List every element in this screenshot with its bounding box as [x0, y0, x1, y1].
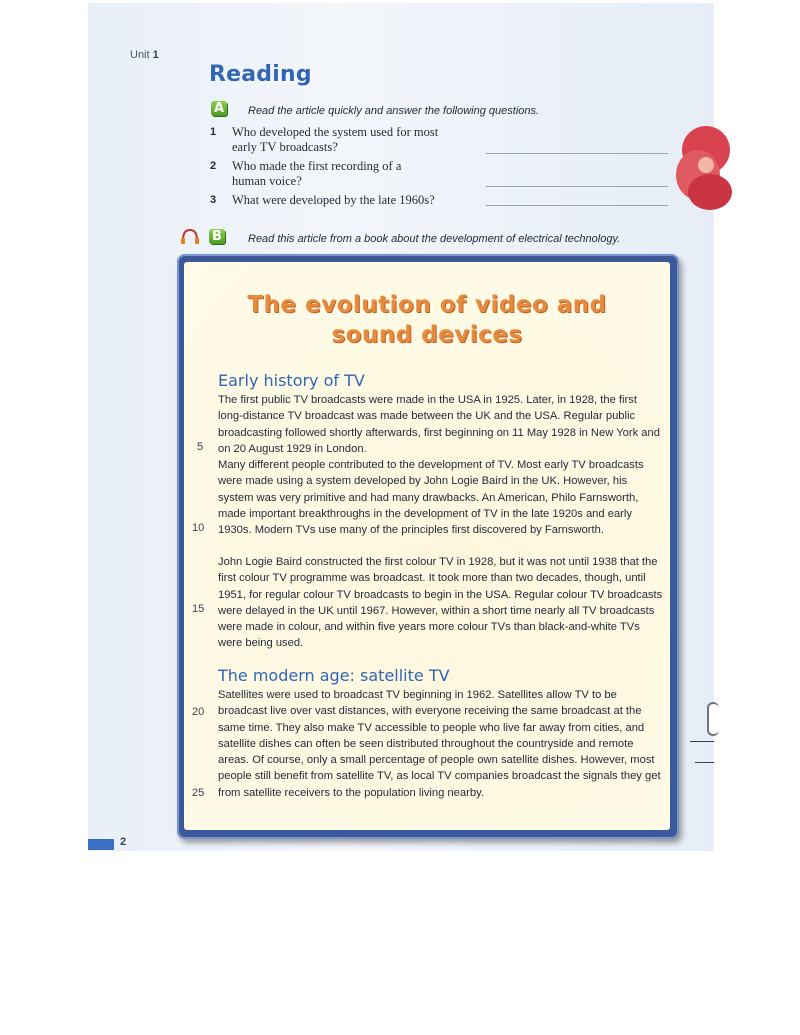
flower-decoration-icon: [676, 120, 736, 220]
question-2: [210, 159, 402, 189]
side-decoration: [707, 702, 719, 736]
question-number: 1: [210, 126, 217, 138]
line-number: 15: [192, 603, 205, 615]
question-text: What were developed by the late 1960s?: [232, 193, 435, 207]
line-number: 25: [192, 787, 205, 799]
question-number: 2: [210, 160, 217, 172]
unit-number: 1: [152, 49, 159, 61]
unit-label-text: Unit: [130, 49, 150, 61]
question-number: 3: [210, 194, 217, 206]
paragraph-1: The first public TV broadcasts were made in the USA in 1925. Later, in 1928, the first long-distance TV broadcast was made between the UK and the USA. Regular public broadcasting followed shortly afterwards, first beginning on 11 May 1928 in New York and on 20 August 1929 in London.: [218, 394, 660, 455]
headphones-icon: [180, 227, 200, 245]
exercise-b-instruction: Read this article from a book about the development of electrical technology.: [248, 233, 621, 245]
question-3: [210, 193, 435, 208]
line-number: 20: [192, 706, 205, 718]
line-number: 10: [192, 522, 205, 534]
question-text-cont: human voice?: [232, 174, 302, 188]
exercise-b-badge: B: [209, 229, 225, 244]
section-heading-early-history: Early history of TV: [218, 371, 365, 390]
exercise-a-instruction: Read the article quickly and answer the following questions.: [248, 105, 540, 117]
paragraph-4: Satellites were used to broadcast TV beginning in 1962. Satellites allow TV to be broadcast live over vast distances, with everyone receiving the same broadcast at the same time. They also make TV accessible to people who live far away from cities, and satellite dishes can often be seen distributed throughout the countryside and remote areas. Of course, only a small percentage of people own satellite dishes. However, most people still benefit from satellite TV, as local TV companies broadcast the signals they get from satellite receivers to the population living nearby.: [218, 689, 661, 799]
question-text-cont: early TV broadcasts?: [232, 140, 338, 154]
section-heading-satellite-tv: The modern age: satellite TV: [218, 666, 450, 685]
article-title-line2: sound devices: [331, 322, 523, 348]
page-number-bar: [88, 839, 114, 850]
page-number: 2: [120, 836, 127, 848]
answer-line-3[interactable]: [486, 205, 668, 206]
question-text: Who made the first recording of a: [232, 159, 402, 173]
line-number: 5: [197, 441, 204, 453]
side-decoration-line: [695, 762, 714, 763]
side-decoration-line: [690, 741, 714, 742]
answer-line-2[interactable]: [486, 186, 668, 187]
question-1: [210, 125, 439, 155]
answer-line-1[interactable]: [486, 153, 668, 154]
paragraph-3: John Logie Baird constructed the first colour TV in 1928, but it was not until 1938 that the first colour TV programme was broadcast. It took more than two decades, though, until 1951, for regular colour TV broadcasts to begin in the USA. Regular colour TV broadcasts were delayed in the UK until 1967. However, within a short time nearly all TV broadcasts were made in colour, and within five years more colour TVs than black-and-white TVs were being used.: [218, 556, 663, 650]
question-text: Who developed the system used for most: [232, 125, 439, 139]
exercise-a-badge: A: [211, 101, 227, 116]
unit-label: [130, 49, 159, 61]
article-title: [184, 290, 670, 350]
section-title: Reading: [209, 62, 312, 87]
paragraph-2: Many different people contributed to the development of TV. Most early TV broadcasts were made using a system developed by John Logie Baird in the UK. However, his system was very primitive and had many drawbacks. An American, Philo Farnsworth, made important breakthroughs in the development of TV in the late 1920s and early 1930s. Modern TVs use many of the principles first discovered by Farnsworth.: [218, 459, 644, 537]
article-title-line1: The evolution of video and: [247, 292, 607, 318]
